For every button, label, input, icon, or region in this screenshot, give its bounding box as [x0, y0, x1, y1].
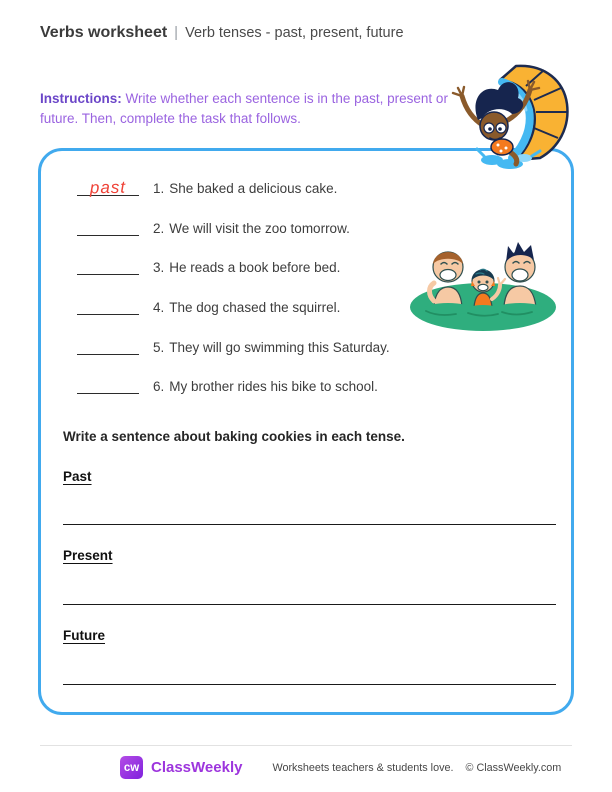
- task-prompt: Write a sentence about baking cookies in each tense.: [63, 429, 405, 444]
- footer-tagline: Worksheets teachers & students love.: [272, 761, 454, 774]
- tense-item-row: [77, 295, 340, 315]
- item-sentence: They will go swimming this Saturday.: [169, 340, 390, 355]
- worksheet-title: Verbs worksheet: [40, 24, 168, 41]
- item-sentence: She baked a delicious cake.: [169, 181, 338, 196]
- pool-man: [504, 242, 536, 307]
- tense-item-row: [77, 216, 350, 236]
- tense-item-row: [77, 374, 378, 394]
- section-label-present: Present: [63, 548, 113, 563]
- item-sentence: He reads a book before bed.: [169, 260, 341, 275]
- item-sentence: We will visit the zoo tomorrow.: [169, 221, 350, 236]
- classweekly-logo-icon: cw: [120, 756, 143, 779]
- instructions-text: Instructions: Write whether each sentence is in the past, present or future. Then, complete the task that follows.: [40, 90, 448, 127]
- instructions-label: Instructions:: [40, 90, 122, 106]
- tense-item-row: [77, 176, 337, 196]
- pool-dad: [430, 252, 464, 307]
- pool-illustration: [408, 241, 558, 333]
- footer-divider: [40, 745, 572, 746]
- answer-blank[interactable]: [77, 218, 139, 236]
- item-number: 5.: [153, 340, 165, 355]
- item-number: 2.: [153, 221, 165, 236]
- tense-item-row: [77, 255, 340, 275]
- item-number: 4.: [153, 300, 165, 315]
- answer-blank[interactable]: [77, 257, 139, 275]
- section-label-future: Future: [63, 628, 105, 643]
- waterslide-illustration: [446, 52, 576, 170]
- item-number: 3.: [153, 260, 165, 275]
- worksheet-panel: [38, 148, 574, 715]
- worksheet-subtitle: Verb tenses - past, present, future: [185, 25, 404, 41]
- title-separator: |: [174, 24, 179, 41]
- answer-blank[interactable]: [77, 376, 139, 394]
- footer: [120, 756, 561, 779]
- item-sentence: The dog chased the squirrel.: [169, 300, 341, 315]
- writing-line-future[interactable]: [63, 684, 556, 685]
- section-label-past: Past: [63, 469, 92, 484]
- item-sentence: My brother rides his bike to school.: [169, 379, 378, 394]
- answer-blank[interactable]: [77, 337, 139, 355]
- answer-blank[interactable]: [77, 297, 139, 315]
- writing-line-present[interactable]: [63, 604, 556, 605]
- item-number: 1.: [153, 181, 165, 196]
- footer-copyright: © ClassWeekly.com: [465, 761, 562, 774]
- item-number: 6.: [153, 379, 165, 394]
- brand-name: ClassWeekly: [151, 759, 243, 776]
- handwritten-answer: past: [89, 177, 127, 198]
- writing-line-past[interactable]: [63, 524, 556, 525]
- tense-item-row: [77, 335, 390, 355]
- answer-blank[interactable]: [77, 178, 139, 196]
- page-header: [40, 24, 404, 42]
